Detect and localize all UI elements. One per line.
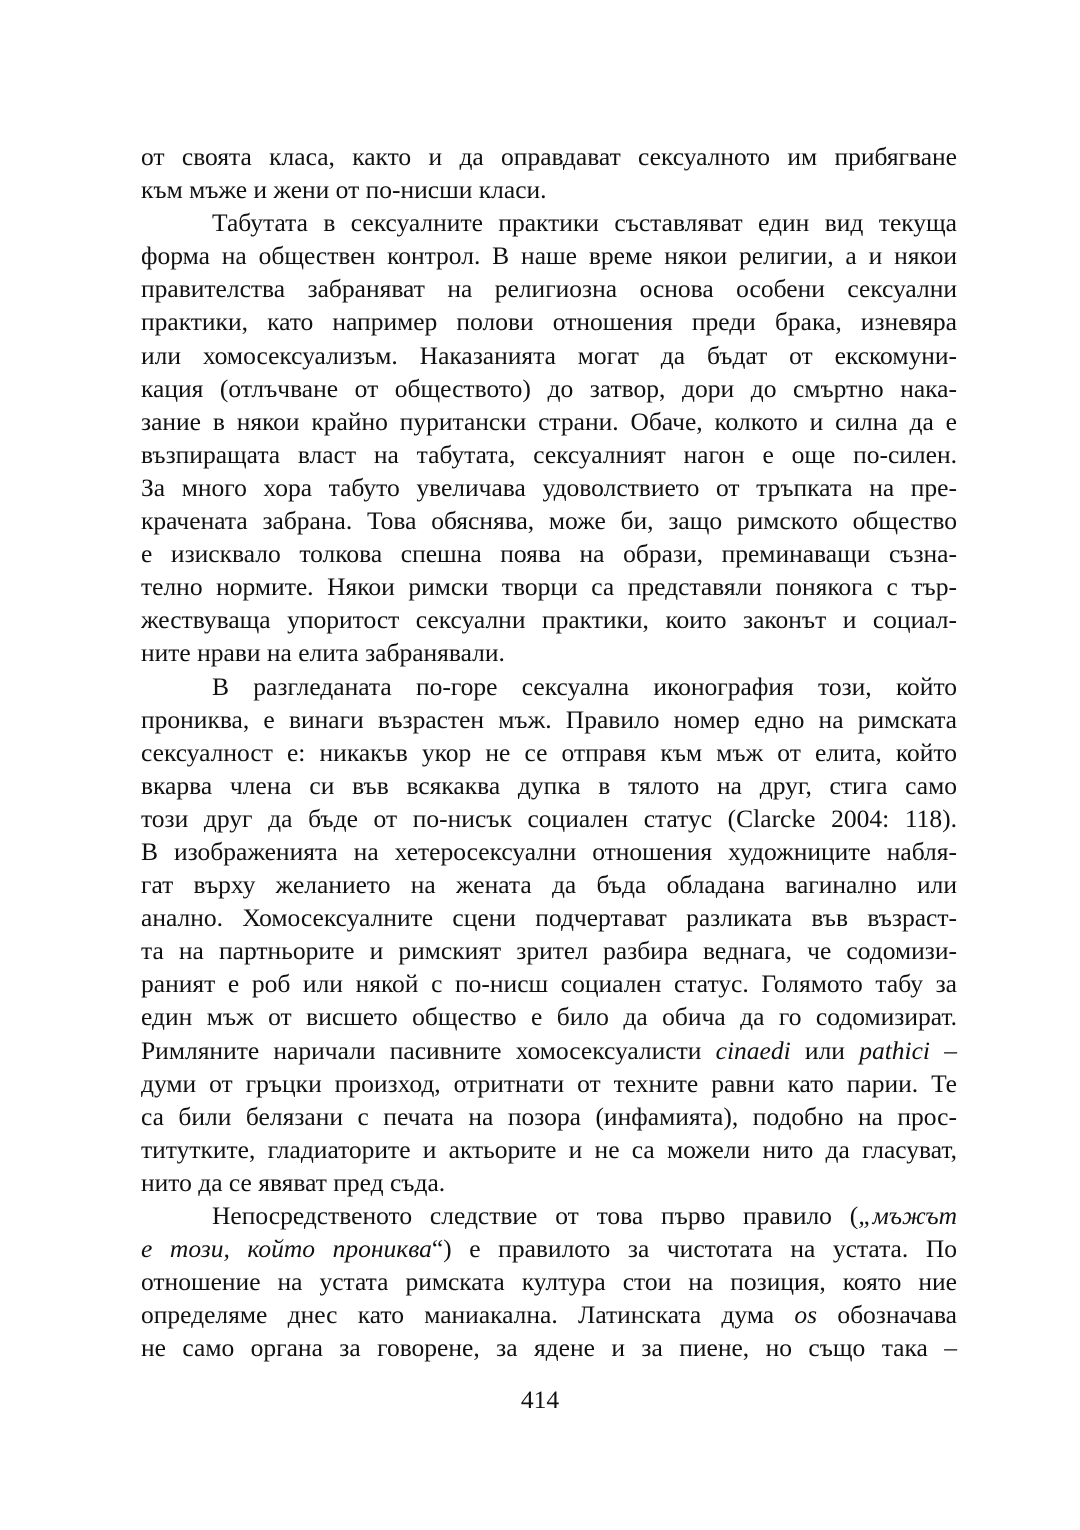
text-line: та на партньорите и римският зрител разбира веднага, че содомизи-	[141, 936, 957, 966]
text-line	[141, 1199, 957, 1232]
text-line: този друг да бъде от по-нисък социален статус (Clarcke 2004: 118).	[141, 803, 957, 833]
text-line: кация (отлъчване от обществото) до затвор, дори до смъртно нака-	[141, 373, 957, 403]
text-segment: –	[930, 1035, 957, 1065]
text-line: крачената забрана. Това обяснява, може би, защо римското общество	[141, 506, 957, 536]
italic-quote: е този, който прониква	[141, 1234, 432, 1264]
text-line: практики, като например полови отношения преди брака, изневяра	[141, 307, 957, 337]
text-line: думи от гръцки произход, отритнати от техните равни като парии. Те	[141, 1068, 957, 1098]
text-line: един мъж от висшето общество е било да обича да го содомизират.	[141, 1002, 957, 1032]
text-line: към мъже и жени от по-нисши класи.	[141, 175, 547, 205]
text-segment: определяме днес като маниакална. Латинската дума	[141, 1300, 795, 1330]
text-segment: Римляните наричали пасивните хомосексуалисти	[141, 1035, 716, 1065]
body-text	[141, 140, 957, 1364]
text-line: са били белязани с печата на позора (инфамията), подобно на прос-	[141, 1101, 957, 1131]
text-line: В изображенията на хетеросексуални отношения художниците набля-	[141, 836, 957, 866]
text-line: или хомосексуализъм. Наказанията могат да бъдат от екскомуни-	[141, 340, 957, 370]
text-line: от своята класа, както и да оправдават сексуалното им прибягване	[141, 142, 957, 171]
text-line: ните нрави на елита забранявали.	[141, 638, 505, 668]
text-line: раният е роб или някой с по-нисш социален статус. Голямото табу за	[141, 969, 957, 999]
text-line: правителства забраняват на религиозна основа особени сексуални	[141, 274, 957, 304]
text-line: възпиращата власт на табутата, сексуалният нагон е още по-силен.	[141, 439, 957, 469]
text-line: е изисквало толкова спешна поява на образи, преминаващи съзна-	[141, 539, 957, 569]
text-segment: Непосредственото следствие от това първо правило (	[212, 1201, 859, 1230]
latin-term-cinaedi: cinaedi	[715, 1035, 791, 1065]
text-line: Табутата в сексуалните практики съставляват един вид текуща	[212, 208, 957, 238]
latin-term-pathici: pathici	[859, 1035, 931, 1065]
italic-quote: „мъжът	[858, 1201, 957, 1230]
text-line: гат върху желанието на жената да бъда обладана вагинално или	[141, 870, 957, 900]
text-line	[141, 1298, 957, 1331]
text-line: анално. Хомосексуалните сцени подчертават разликата във възраст-	[141, 903, 957, 933]
text-line: сексуалност е: никакъв укор не се отправя към мъж от елита, който	[141, 737, 957, 767]
text-line: форма на обществен контрол. В наше време някои религии, а и някои	[141, 241, 957, 271]
latin-term-os: os	[794, 1300, 818, 1330]
text-line: не само органа за говорене, за ядене и за пиене, но също така –	[141, 1333, 957, 1363]
text-line: зание в някои крайно пуритански страни. Обаче, колкото и силна да е	[141, 406, 957, 436]
text-line: нито да се явяват пред съда.	[141, 1167, 446, 1197]
text-line: прониква, е винаги възрастен мъж. Правило номер едно на римската	[141, 704, 957, 734]
text-line-latin-terms	[141, 1034, 957, 1067]
text-line: отношение на устата римската култура стои на позиция, която ние	[141, 1267, 957, 1297]
text-line: вкарва члена си във всякаква дупка в тялото на друг, стига само	[141, 770, 957, 800]
text-line: В разгледаната по-горе сексуална иконография този, който	[212, 671, 957, 701]
text-line: жествуваща упоритост сексуални практики, които законът и социал-	[141, 605, 957, 635]
text-segment: “) е правилото за чистотата на устата. По	[431, 1234, 957, 1264]
text-segment: или	[790, 1035, 860, 1065]
text-segment: обозначава	[817, 1300, 957, 1330]
text-line	[141, 1232, 957, 1265]
text-line: телно нормите. Някои римски творци са представяли понякога с тър-	[141, 572, 957, 602]
page-number: 414	[520, 1385, 560, 1414]
text-line: титутките, гладиаторите и актьорите и не са можели нито да гласуват,	[141, 1134, 957, 1164]
text-line: За много хора табуто увеличава удоволствието от тръпката на пре-	[141, 472, 957, 502]
